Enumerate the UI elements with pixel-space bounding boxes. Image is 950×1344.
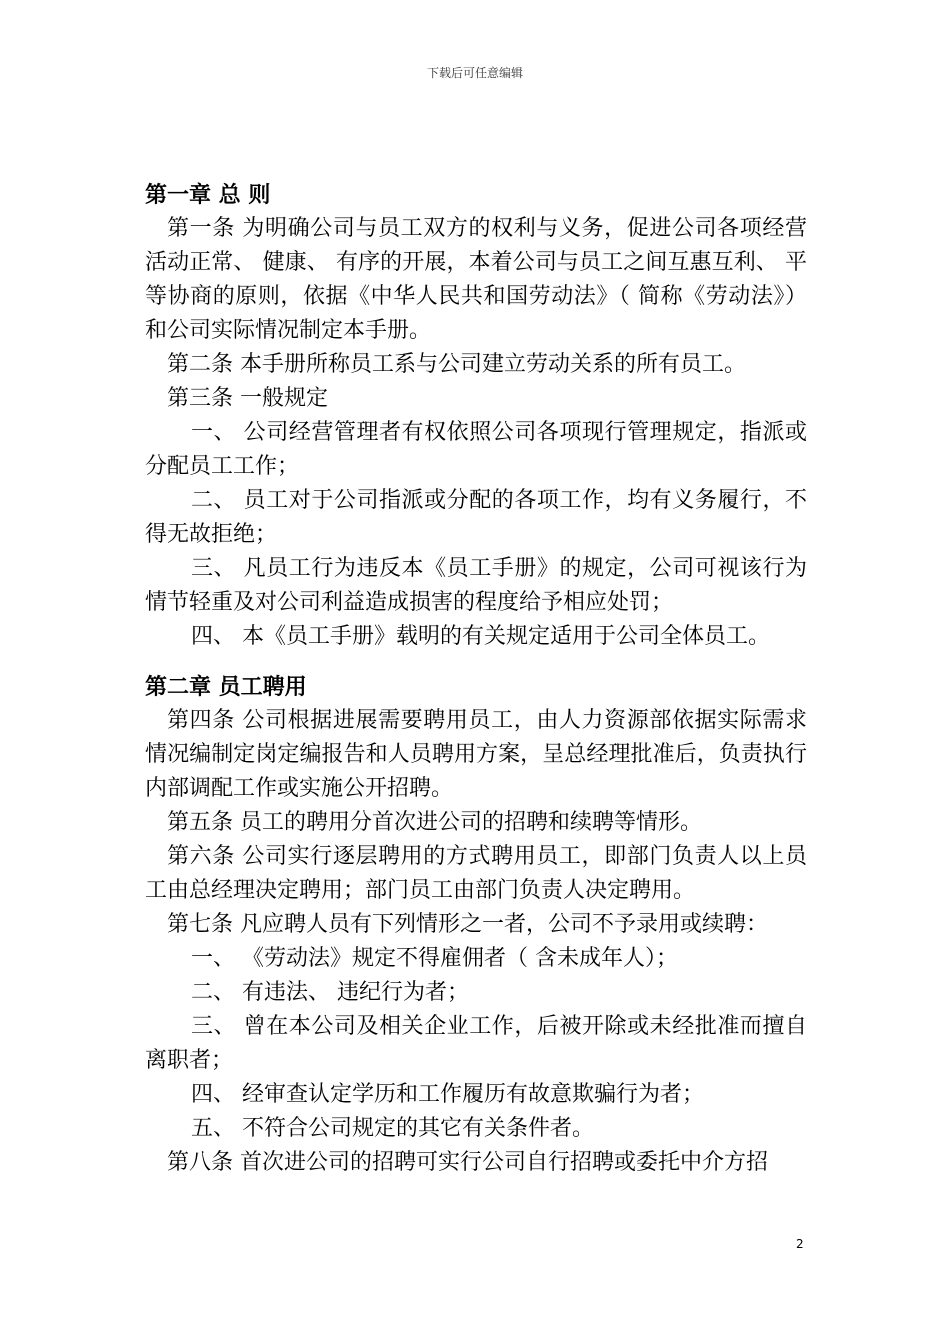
article-7-item-3: 三、 曾在本公司及相关企业工作，后被开除或未经批准而擅自离职者； [145,1014,807,1073]
article-3-item-1: 一、 公司经营管理者有权依照公司各项现行管理规定，指派或分配员工工作； [145,420,807,479]
page-number: 2 [796,1237,804,1251]
article-3-item-2: 二、 员工对于公司指派或分配的各项工作，均有义务履行，不得无故拒绝； [145,488,807,547]
article-7-item-5: 五、 不符合公司规定的其它有关条件者。 [191,1116,594,1141]
article-1: 第一条 为明确公司与员工双方的权利与义务，促进公司各项经营活动正常、 健康、 有序的开展，本着公司与员工之间互惠互利、 平等协商的原则，依据《中华人民共和国劳动法》（ 简称《劳动法》）和公司实际情况制定本手册。 [145,216,807,343]
article-7-item-4: 四、 经审查认定学历和工作履历有故意欺骗行为者； [191,1082,704,1107]
chapter-1-title: 第一章 总 则 [145,183,271,208]
article-6: 第六条 公司实行逐层聘用的方式聘用员工，即部门负责人以上员工由总经理决定聘用；部门员工由部门负责人决定聘用。 [145,844,807,903]
document-body [145,180,807,1180]
article-5: 第五条 员工的聘用分首次进公司的招聘和续聘等情形。 [167,810,702,835]
article-2: 第二条 本手册所称员工系与公司建立劳动关系的所有员工。 [167,352,746,377]
article-7: 第七条 凡应聘人员有下列情形之一者，公司不予录用或续聘： [167,912,768,937]
article-4: 第四条 公司根据进展需要聘用员工，由人力资源部依据实际需求情况编制定岗定编报告和人员聘用方案，呈总经理批准后，负责执行内部调配工作或实施公开招聘。 [145,708,807,801]
article-7-item-2: 二、 有违法、 违纪行为者； [191,980,469,1005]
article-3-item-3: 三、 凡员工行为违反本《员工手册》的规定，公司可视该行为情节轻重及对公司利益造成损害的程度给予相应处罚； [145,556,807,615]
article-8: 第八条 首次进公司的招聘可实行公司自行招聘或委托中介方招 [167,1150,768,1175]
section-gap [145,654,807,672]
page-header: 下载后可任意编辑 [426,66,523,80]
article-7-item-1: 一、 《劳动法》规定不得雇佣者（ 含未成年人）； [191,946,678,971]
article-3-item-4: 四、 本《员工手册》载明的有关规定适用于公司全体员工。 [191,624,770,649]
chapter-2-title: 第二章 员工聘用 [145,675,307,700]
article-3: 第三条 一般规定 [167,386,328,411]
